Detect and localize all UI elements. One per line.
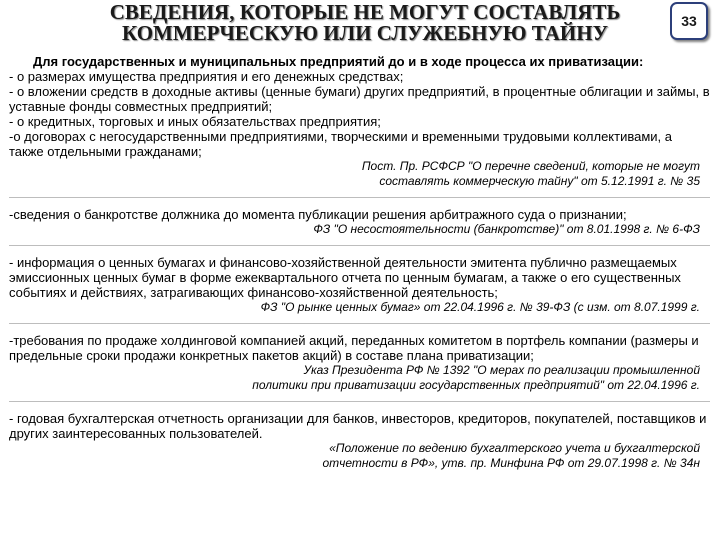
section-divider: [9, 401, 710, 402]
section-divider: [9, 323, 710, 324]
section-text: -сведения о банкротстве должника до момента публикации решения арбитражного суда о признании;: [9, 207, 627, 222]
section-lead: Для государственных и муниципальных предприятий до и в ходе процесса их приватизации:: [33, 54, 644, 69]
source-citation: Указ Президента РФ № 1392 "О мерах по реализации промышленной политики при приватизации государственных предприятий" от 22.04.1996 г.: [252, 363, 700, 392]
source-citation: ФЗ "О рынке ценных бумаг» от 22.04.1996 г. № 39-ФЗ (с изм. от 8.07.1999 г.: [260, 300, 700, 314]
list-item: - о размерах имущества предприятия и его денежных средствах;: [9, 69, 404, 84]
title-line-1: СВЕДЕНИЯ, КОТОРЫЕ НЕ МОГУТ СОСТАВЛЯТЬ: [109, 0, 621, 24]
section-text: -требования по продаже холдинговой компанией акций, переданных комитетом в портфель компании (размеры и предельные сроки продажи конкретных пакетов акций) в составе плана приватизации;: [9, 333, 699, 363]
page-title: [60, 2, 670, 44]
page-number-badge: 33: [670, 2, 708, 40]
source-citation: ФЗ "О несостоятельности (банкротстве)" от 8.01.1998 г. № 6-ФЗ: [313, 222, 700, 236]
document-body: [9, 54, 710, 471]
source-citation: Пост. Пр. РСФСР "О перечне сведений, которые не могут составлять коммерческую тайну" от 5.12.1991 г. № 35: [361, 159, 700, 188]
section-divider: [9, 245, 710, 246]
section-text: - информация о ценных бумагах и финансово-хозяйственной деятельности эмитента публично размещаемых эмиссионных ценных бумаг в форме ежеквартального отчета по ценным бумагам, а также о его существенных событиях и действиях, затрагивающих финансово-хозяйственной деятельность;: [9, 255, 681, 300]
section-divider: [9, 197, 710, 198]
section-bankruptcy: [9, 207, 710, 237]
section-privatization: [9, 54, 710, 189]
section-securities: [9, 255, 710, 315]
source-citation: «Положение по ведению бухгалтерского учета и бухгалтерской отчетности в РФ», утв. пр. Минфина РФ от 29.07.1998 г. № 34н: [322, 441, 700, 470]
section-holding: [9, 333, 710, 393]
list-item: - о вложении средств в доходные активы (ценные бумаги) других предприятий, в процентные облигации и займы, в уставные фонды совместных предприятий;: [9, 84, 710, 114]
list-item: - о кредитных, торговых и иных обязательствах предприятия;: [9, 114, 381, 129]
list-item: -о договорах с негосударственными предприятиями, творческими и временными трудовыми коллективами, а также отдельными гражданами;: [9, 129, 672, 159]
section-text: - годовая бухгалтерская отчетность организации для банков, инвесторов, кредиторов, покупателей, поставщиков и других заинтересованных пользователей.: [9, 411, 707, 441]
section-accounting: [9, 411, 710, 471]
title-line-2: КОММЕРЧЕСКУЮ ИЛИ СЛУЖЕБНУЮ ТАЙНУ: [122, 21, 608, 45]
